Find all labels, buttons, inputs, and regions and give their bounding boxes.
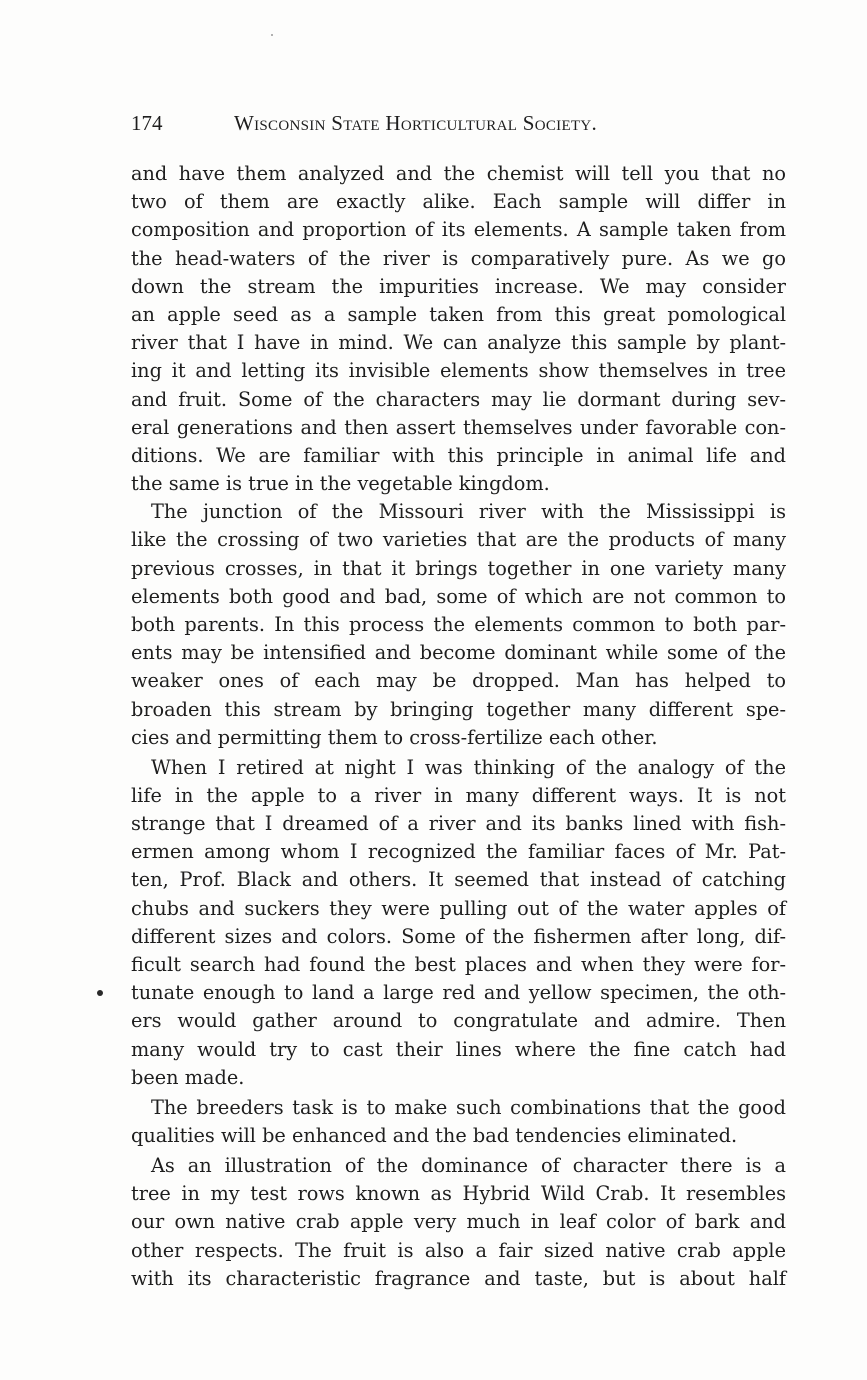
text-line: ficult search had found the best places and when they were for- [131,953,786,977]
text-line: strange that I dreamed of a river and its banks lined with fish- [131,812,786,836]
text-line: ents may be intensified and become dominant while some of the [131,641,786,665]
text-line: with its characteristic fragrance and taste, but is about half [131,1266,786,1290]
text-line: The breeders task is to make such combinations that the good [151,1095,786,1119]
text-line: As an illustration of the dominance of character there is a [151,1153,786,1177]
text-line: an apple seed as a sample taken from this great pomological [131,302,786,326]
text-line: cies and permitting them to cross-fertilize each other. [131,725,658,749]
text-line: ermen among whom I recognized the familiar faces of Mr. Pat- [131,840,786,864]
text-line: elements both good and bad, some of which are not common to [131,584,786,608]
text-line: like the crossing of two varieties that are the products of many [131,528,786,552]
text-line: ing it and letting its invisible elements show themselves in tree [131,359,786,383]
text-line: two of them are exactly alike. Each sample will differ in [131,190,786,214]
running-title: Wisconsin State Horticultural Society. [234,111,598,135]
running-head [131,106,691,140]
text-line: When I retired at night I was thinking of the analogy of the [151,755,786,779]
text-line: river that I have in mind. We can analyze this sample by plant- [131,331,786,355]
text-line: the head-waters of the river is comparatively pure. As we go [131,246,786,270]
text-line: chubs and suckers they were pulling out of the water apples of [131,896,786,920]
text-line: previous crosses, in that it brings together in one variety many [131,556,786,580]
text-line: our own native crab apple very much in leaf color of bark and [131,1210,786,1234]
text-line: ten, Prof. Black and others. It seemed that instead of catching [131,868,786,892]
text-line: broaden this stream by bringing together many different spe- [131,697,786,721]
text-line: been made. [131,1065,245,1089]
paper-speck [271,34,273,36]
ink-dot [97,990,103,996]
text-line: other respects. The fruit is also a fair sized native crab apple [131,1238,786,1262]
text-line: and fruit. Some of the characters may lie dormant during sev- [131,387,786,411]
text-line: tunate enough to land a large red and yellow specimen, the oth- [131,981,786,1005]
page-number: 174 [131,111,163,135]
text-line: both parents. In this process the elements common to both par- [131,613,786,636]
text-line: eral generations and then assert themselves under favorable con- [131,415,786,439]
text-line: down the stream the impurities increase. We may consider [131,274,786,298]
text-line: ers would gather around to congratulate and admire. Then [131,1009,786,1033]
text-line: different sizes and colors. Some of the fishermen after long, dif- [131,924,786,948]
text-line: tree in my test rows known as Hybrid Wild Crab. It resembles [131,1182,786,1206]
text-line: and have them analyzed and the chemist will tell you that no [131,162,786,185]
body-text [131,160,786,1293]
text-line: many would try to cast their lines where the fine catch had [131,1037,786,1061]
text-line: weaker ones of each may be dropped. Man has helped to [131,669,786,693]
text-line: qualities will be enhanced and the bad tendencies eliminated. [131,1123,738,1147]
text-line: ditions. We are familiar with this principle in animal life and [131,443,786,467]
text-line: the same is true in the vegetable kingdom. [131,472,550,496]
text-line: composition and proportion of its elements. A sample taken from [131,218,786,242]
text-line: life in the apple to a river in many different ways. It is not [131,783,786,807]
text-line: The junction of the Missouri river with the Mississippi is [151,500,786,524]
